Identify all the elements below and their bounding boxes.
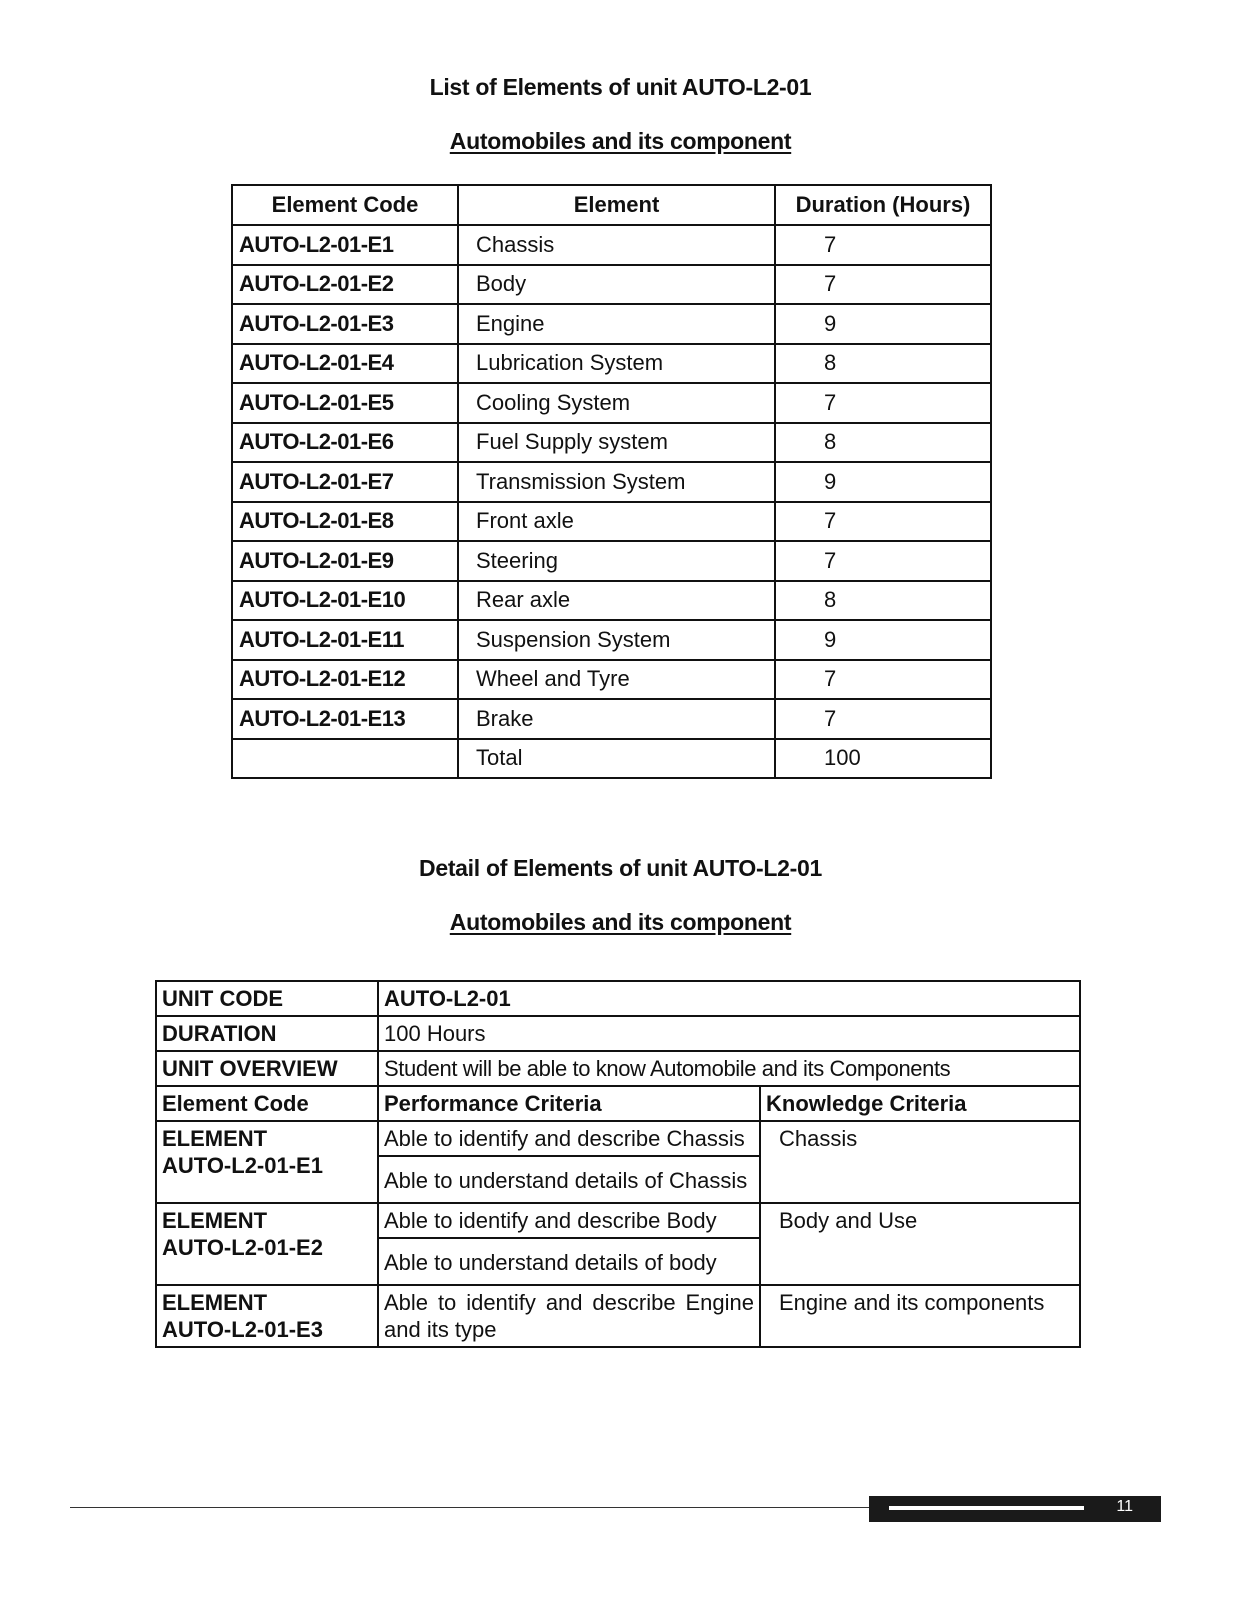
table-row	[232, 581, 991, 621]
element-name-cell: Rear axle	[458, 581, 775, 621]
element-code-cell	[156, 1203, 378, 1285]
element-code-cell: AUTO-L2-01-E11	[232, 620, 458, 660]
element-name-cell: Chassis	[458, 225, 775, 265]
element-name-cell: Lubrication System	[458, 344, 775, 384]
element-criteria-row	[156, 1121, 1080, 1156]
unit-code-value: AUTO-L2-01	[378, 981, 1080, 1016]
knowledge-criteria-cell: Body and Use	[760, 1203, 1080, 1285]
footer-stripe	[889, 1506, 1084, 1510]
table-row	[232, 699, 991, 739]
duration-cell: 8	[775, 423, 991, 463]
element-label: ELEMENT	[162, 1126, 268, 1151]
duration-cell: 7	[775, 383, 991, 423]
element-code-cell: AUTO-L2-01-E5	[232, 383, 458, 423]
duration-cell: 8	[775, 581, 991, 621]
list-title: List of Elements of unit AUTO-L2-01	[429, 74, 812, 100]
element-code-cell: AUTO-L2-01-E7	[232, 462, 458, 502]
col-performance: Performance Criteria	[378, 1086, 760, 1121]
duration-value: 100 Hours	[378, 1016, 1080, 1051]
duration-cell: 8	[775, 344, 991, 384]
header-element: Element	[458, 185, 775, 225]
element-criteria-row	[156, 1285, 1080, 1347]
table-row	[232, 344, 991, 384]
element-name-cell: Engine	[458, 304, 775, 344]
total-empty-cell	[232, 739, 458, 779]
element-label: ELEMENT	[162, 1208, 268, 1233]
performance-criteria-cell: Able to understand details of body	[378, 1238, 760, 1285]
element-code-cell: AUTO-L2-01-E10	[232, 581, 458, 621]
element-code-cell	[156, 1285, 378, 1347]
element-name-cell: Front axle	[458, 502, 775, 542]
table-row	[232, 620, 991, 660]
performance-criteria-cell: Able to identify and describe Body	[378, 1203, 760, 1238]
table-row	[232, 423, 991, 463]
col-element-code: Element Code	[156, 1086, 378, 1121]
duration-cell: 7	[775, 660, 991, 700]
unit-code-label: UNIT CODE	[156, 981, 378, 1016]
table-row	[232, 462, 991, 502]
overview-row	[156, 1051, 1080, 1086]
page-number: 11	[1116, 1498, 1133, 1515]
element-code-cell: AUTO-L2-01-E3	[232, 304, 458, 344]
table-row	[232, 225, 991, 265]
duration-cell: 9	[775, 304, 991, 344]
element-code-cell: AUTO-L2-01-E9	[232, 541, 458, 581]
table-row	[232, 383, 991, 423]
element-code: AUTO-L2-01-E2	[162, 1235, 323, 1260]
knowledge-criteria-cell: Engine and its components	[760, 1285, 1080, 1347]
element-criteria-row	[156, 1203, 1080, 1238]
element-code: AUTO-L2-01-E3	[162, 1317, 323, 1342]
performance-criteria-cell: Able to understand details of Chassis	[378, 1156, 760, 1203]
table-header-row	[232, 185, 991, 225]
table-row	[232, 660, 991, 700]
elements-list-table	[231, 184, 992, 779]
performance-criteria-cell: Able to identify and describe Chassis	[378, 1121, 760, 1156]
element-name-cell: Body	[458, 265, 775, 305]
table-row	[232, 541, 991, 581]
overview-value: Student will be able to know Automobile and its Components	[378, 1051, 1080, 1086]
table-row	[232, 502, 991, 542]
total-value: 100	[775, 739, 991, 779]
duration-cell: 9	[775, 620, 991, 660]
element-name-cell: Wheel and Tyre	[458, 660, 775, 700]
duration-cell: 7	[775, 541, 991, 581]
element-code-cell: AUTO-L2-01-E2	[232, 265, 458, 305]
footer-bar	[869, 1496, 1161, 1522]
duration-label: DURATION	[156, 1016, 378, 1051]
footer-rule	[70, 1507, 870, 1508]
duration-cell: 7	[775, 265, 991, 305]
element-name-cell: Cooling System	[458, 383, 775, 423]
table-row	[232, 304, 991, 344]
element-code-cell: AUTO-L2-01-E1	[232, 225, 458, 265]
element-code-cell: AUTO-L2-01-E4	[232, 344, 458, 384]
duration-cell: 7	[775, 225, 991, 265]
element-name-cell: Fuel Supply system	[458, 423, 775, 463]
element-code: AUTO-L2-01-E1	[162, 1153, 323, 1178]
knowledge-criteria-cell: Chassis	[760, 1121, 1080, 1203]
element-code-cell: AUTO-L2-01-E13	[232, 699, 458, 739]
detail-subtitle: Automobiles and its component	[449, 909, 792, 935]
element-code-cell: AUTO-L2-01-E12	[232, 660, 458, 700]
element-name-cell: Transmission System	[458, 462, 775, 502]
duration-row	[156, 1016, 1080, 1051]
element-label: ELEMENT	[162, 1290, 268, 1315]
performance-criteria-cell: Able to identify and describe Engine and its type	[378, 1285, 760, 1347]
criteria-header-row	[156, 1086, 1080, 1121]
overview-label: UNIT OVERVIEW	[156, 1051, 378, 1086]
table-row	[232, 265, 991, 305]
total-row	[232, 739, 991, 779]
element-name-cell: Steering	[458, 541, 775, 581]
duration-cell: 7	[775, 699, 991, 739]
element-code-cell: AUTO-L2-01-E8	[232, 502, 458, 542]
list-subtitle: Automobiles and its component	[449, 128, 792, 154]
elements-detail-table	[155, 980, 1081, 1348]
element-code-cell	[156, 1121, 378, 1203]
duration-cell: 7	[775, 502, 991, 542]
element-name-cell: Brake	[458, 699, 775, 739]
header-element-code: Element Code	[232, 185, 458, 225]
col-knowledge: Knowledge Criteria	[760, 1086, 1080, 1121]
detail-title: Detail of Elements of unit AUTO-L2-01	[419, 855, 822, 881]
element-code-cell: AUTO-L2-01-E6	[232, 423, 458, 463]
duration-cell: 9	[775, 462, 991, 502]
header-duration: Duration (Hours)	[775, 185, 991, 225]
total-label: Total	[458, 739, 775, 779]
element-name-cell: Suspension System	[458, 620, 775, 660]
unit-code-row	[156, 981, 1080, 1016]
